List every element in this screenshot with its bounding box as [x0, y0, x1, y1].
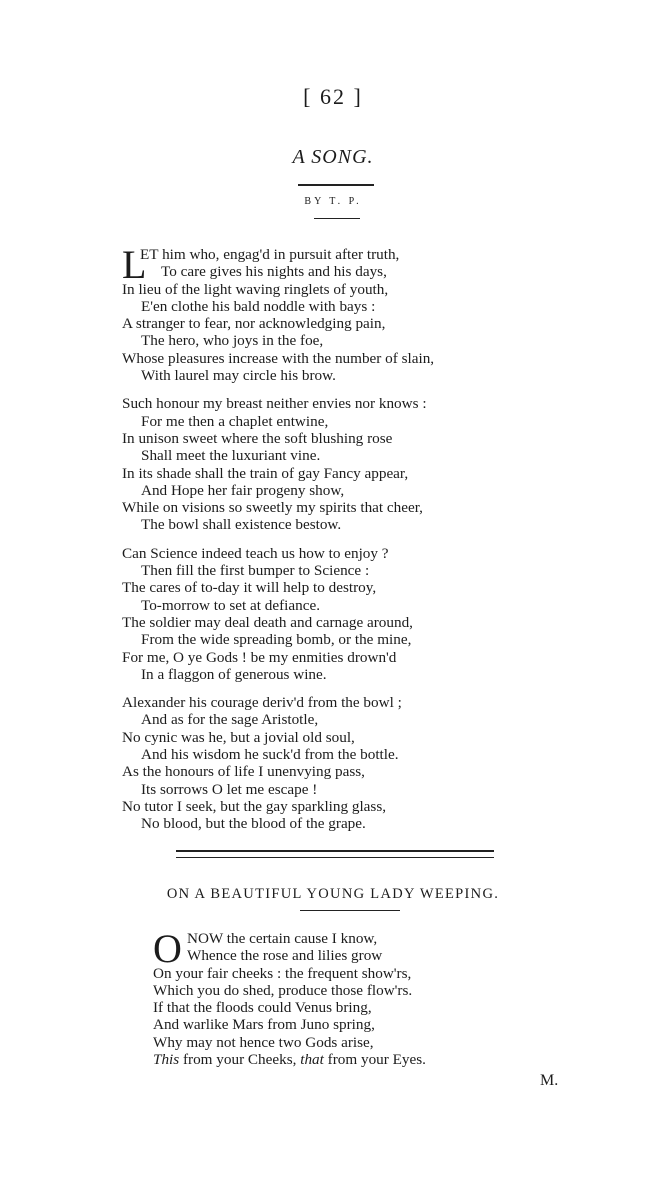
second-opening-lines — [153, 926, 513, 971]
poem-line: For me then a chaplet entwine, — [141, 412, 329, 430]
poem-line: Why may not hence two Gods arise, — [153, 1033, 374, 1051]
poem-line: While on visions so sweetly my spirits that cheer, — [122, 499, 423, 517]
poem-line: No cynic was he, but a jovial old soul, — [122, 728, 355, 746]
second-poem-title: ON A BEAUTIFUL YOUNG LADY WEEPING. — [166, 886, 500, 902]
poem-line: And Hope her fair progeny show, — [141, 481, 345, 499]
poem-line: And warlike Mars from Juno spring, — [153, 1016, 375, 1034]
poem-line: From the wide spreading bomb, or the mine, — [141, 631, 412, 649]
section-divider — [176, 850, 494, 858]
poem-line: Can Science indeed teach us how to enjoy ? — [122, 544, 389, 562]
opening-lines — [122, 242, 512, 287]
poem-line: Shall meet the luxuriant vine. — [141, 447, 321, 465]
drop-cap-o: O — [153, 926, 182, 971]
stanza-2 — [122, 395, 512, 533]
poem-line: E'en clothe his bald noddle with bays : — [141, 297, 376, 315]
poem-line: As the honours of life I unenvying pass, — [122, 763, 365, 781]
italic-this: This — [153, 1051, 180, 1069]
second-title-rule — [300, 910, 400, 911]
italic-that: that — [300, 1051, 324, 1069]
song-body — [122, 242, 512, 844]
second-poem-body — [153, 926, 513, 1069]
last-line-middle: from your Cheeks, — [179, 1051, 301, 1069]
poem-line: With laurel may circle his brow. — [141, 367, 336, 385]
title-rule — [298, 184, 374, 186]
poem-line: The bowl shall existence bestow. — [141, 516, 342, 534]
poem-line: In a flaggon of generous wine. — [141, 665, 327, 683]
poem-line: The cares of to-day it will help to destroy, — [122, 579, 377, 597]
poem-line: The soldier may deal death and carnage around, — [122, 613, 413, 631]
stanza-3 — [122, 545, 512, 683]
poem-line: Whose pleasures increase with the number of slain, — [122, 349, 435, 367]
page-number: [ 62 ] — [303, 84, 363, 109]
stanza-1 — [122, 242, 512, 385]
poem-line: ET him who, engag'd in pursuit after truth, — [140, 246, 400, 263]
poem-line: Then fill the first bumper to Science : — [141, 562, 370, 580]
poem-line: Such honour my breast neither envies nor knows : — [122, 395, 427, 413]
poem-line: To-morrow to set at defiance. — [141, 596, 321, 614]
poem-line: Whence the rose and lilies grow — [187, 947, 383, 965]
catchword-signature: M. — [540, 1072, 559, 1089]
poem-line: NOW the certain cause I know, — [187, 930, 378, 947]
poem-line: Alexander his courage deriv'd from the bowl ; — [122, 694, 402, 712]
poem-line: In unison sweet where the soft blushing rose — [122, 429, 393, 447]
poem-line: And his wisdom he suck'd from the bottle. — [141, 746, 399, 764]
poem-line: Which you do shed, produce those flow'rs. — [153, 981, 413, 999]
poem-line: On your fair cheeks : the frequent show'rs, — [153, 964, 412, 982]
byline-rule — [314, 218, 360, 219]
poem-line: Its sorrows O let me escape ! — [141, 780, 318, 798]
poem-line: No tutor I seek, but the gay sparkling glass, — [122, 797, 387, 815]
stanza-4 — [122, 694, 512, 832]
poem-last-line — [153, 1051, 513, 1068]
song-title: A SONG. — [292, 146, 374, 168]
poem-line: A stranger to fear, nor acknowledging pain, — [122, 315, 386, 333]
song-byline: BY T. P. — [304, 196, 362, 207]
poem-line: For me, O ye Gods ! be my enmities drown'd — [122, 648, 397, 666]
poem-line: In lieu of the light waving ringlets of youth, — [122, 280, 389, 298]
last-line-end: from your Eyes. — [323, 1051, 426, 1069]
drop-cap-l: L — [122, 242, 147, 287]
poem-line: To care gives his nights and his days, — [161, 263, 387, 281]
poem-line: The hero, who joys in the foe, — [141, 332, 324, 350]
poem-line: If that the floods could Venus bring, — [153, 999, 372, 1017]
poem-line: And as for the sage Aristotle, — [141, 711, 319, 729]
poem-line: No blood, but the blood of the grape. — [141, 815, 366, 833]
poem-line: In its shade shall the train of gay Fancy appear, — [122, 464, 409, 482]
